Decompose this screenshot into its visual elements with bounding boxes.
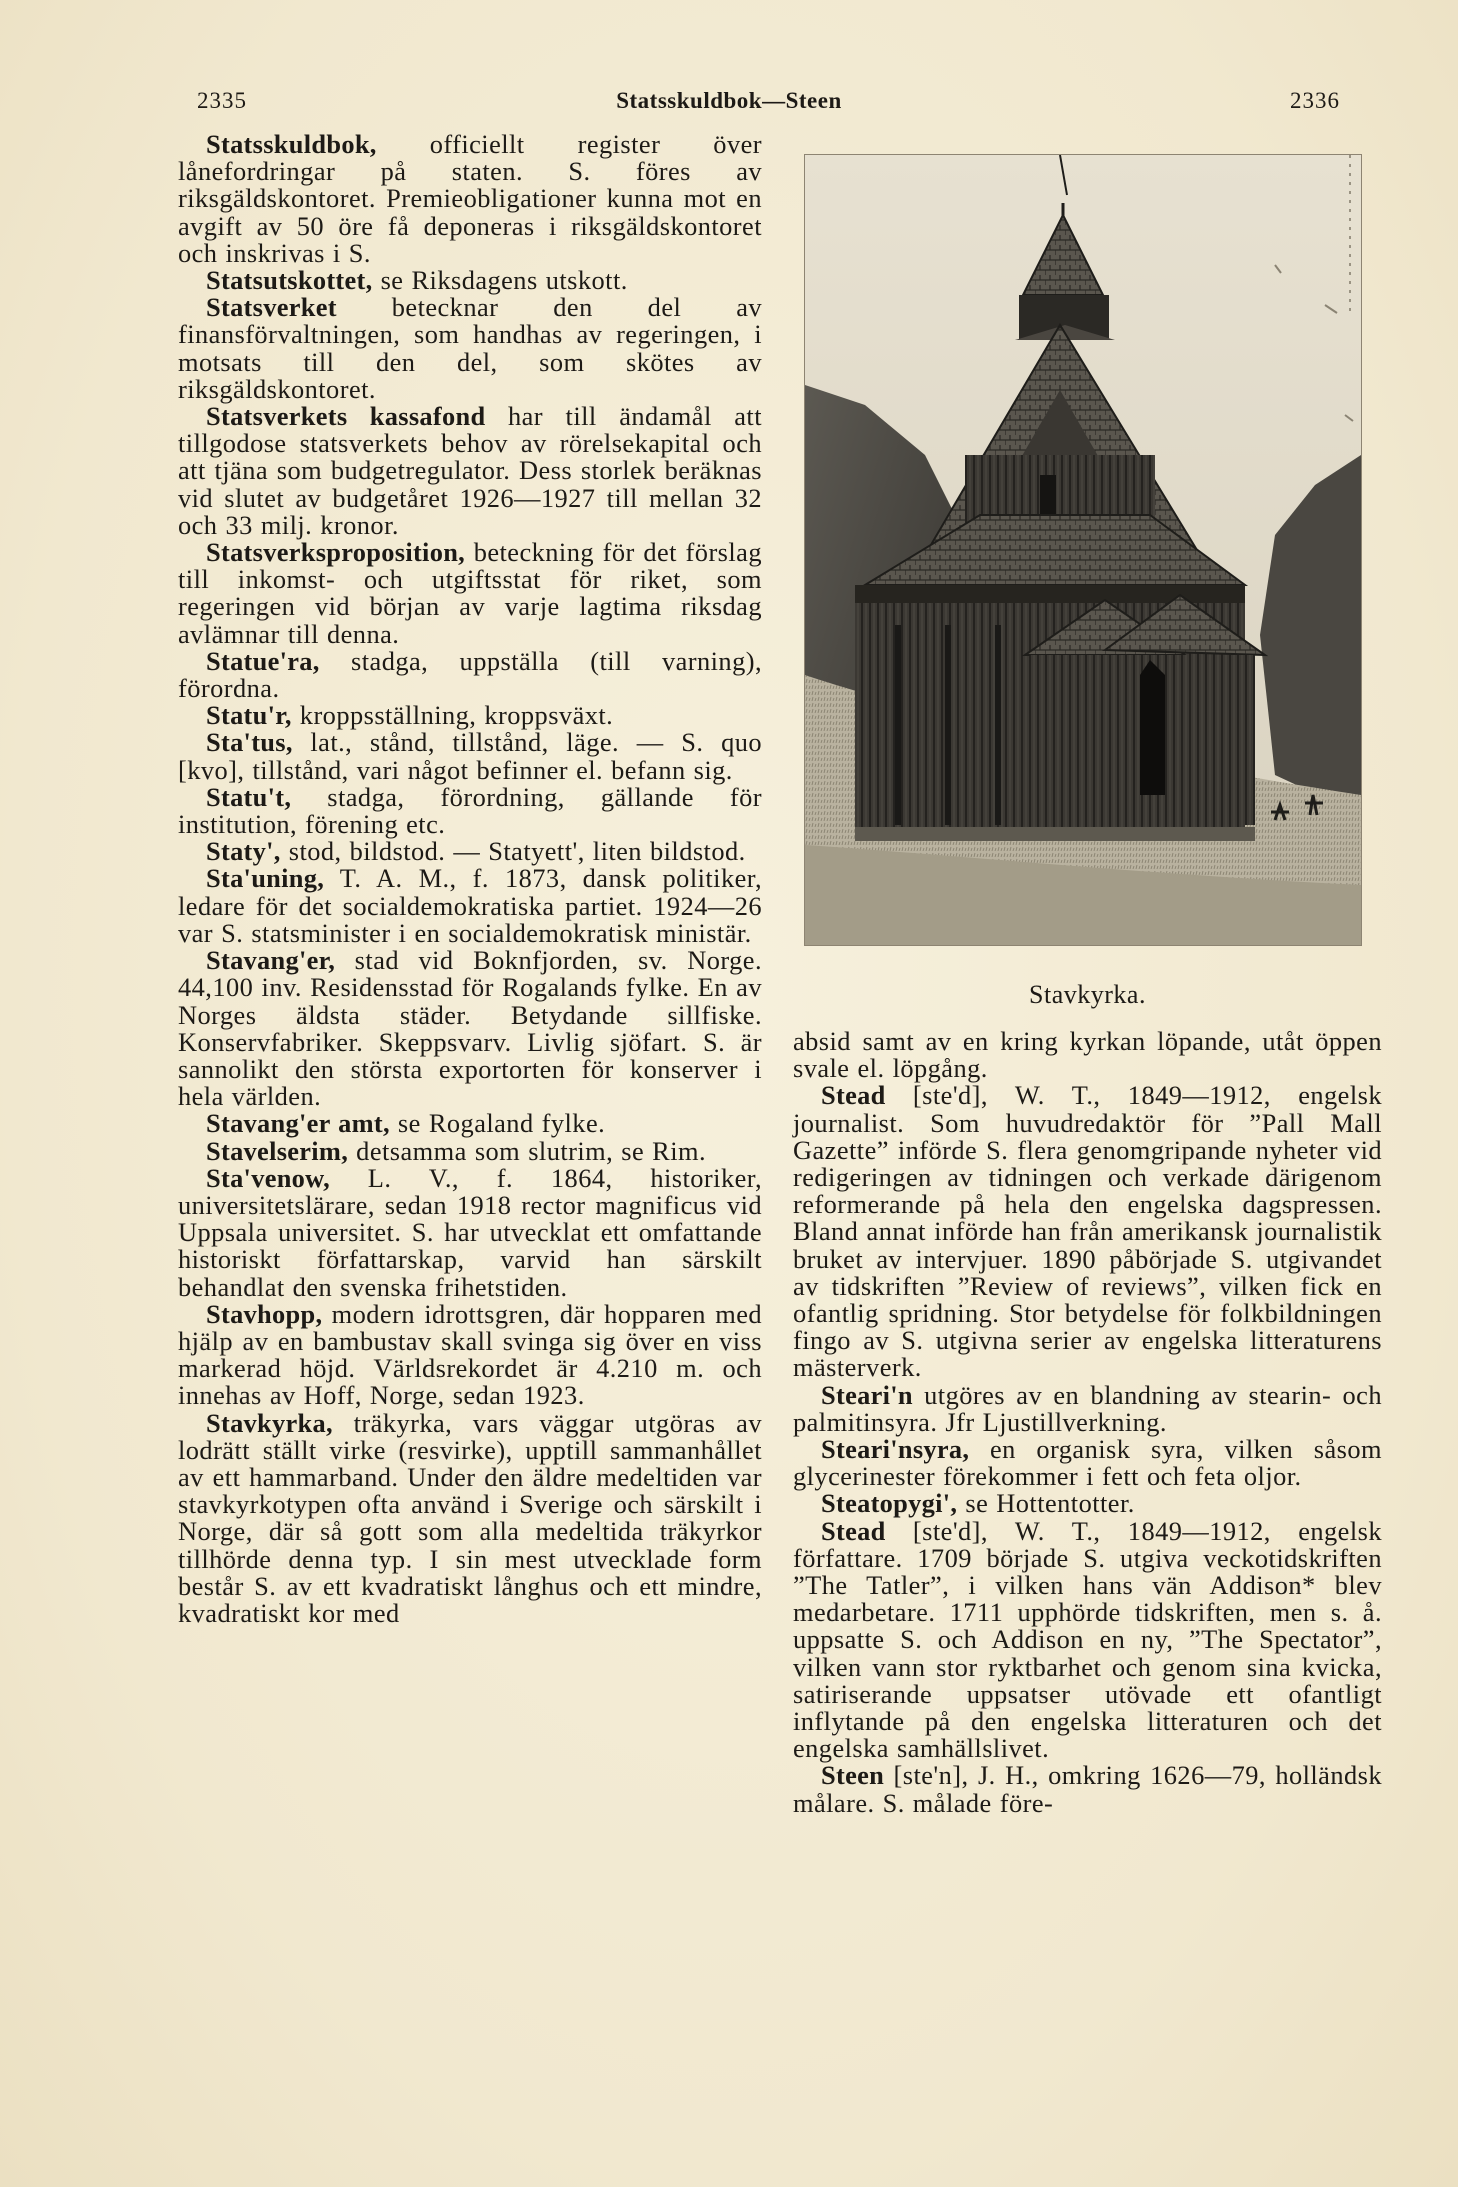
dictionary-entry xyxy=(793,1082,1382,1381)
entry-text: stod, bildstod. — Statyett', liten bildstod. xyxy=(280,836,746,867)
entry-text: har till ändamål att tillgodose statsverkets behov av rörelsekapital och att tjäna som budgetregulator. Dess storlek beräknas vid slutet av budgetåret 1926—1927 till mellan 32 och 33 milj. kronor. xyxy=(178,401,762,540)
dictionary-entry xyxy=(178,539,762,648)
entry-headword: Statu'r, xyxy=(206,700,292,731)
entry-headword: Stavhopp, xyxy=(206,1298,323,1329)
entry-text: [ste'd], W. T., 1849—1912, engelsk journalist. Som huvudredaktör för ”Pall Mall Gazette” införde S. flera genomgripande nyheter vid redigeringen av tidningen och verkade därigenom reformerande på hela den engelska dagspressen. Bland annat införde han från amerikansk journalistik bruket av intervjuer. 1890 påbörjade S. utgivandet av tidskriften ”Review of reviews”, vilken fick en ofantlig spridning. Stor betydelse för folkbildningen fingo av S. utgivna serier av engelska litteraturens mästerverk. xyxy=(793,1080,1382,1383)
entry-headword: Stavang'er amt, xyxy=(206,1108,390,1139)
entry-text: stad vid Boknfjorden, sv. Norge. 44,100 inv. Residensstad för Rogalands fylke. En av Norges äldsta städer. Betydande sillfiske. Konservfabriker. Skeppsvarv. Livlig sjöfart. S. är sannolikt den största exportorten för konserver i hela världen. xyxy=(178,945,762,1112)
left-column xyxy=(178,131,762,1627)
dictionary-entry xyxy=(178,1298,762,1411)
entry-headword: Steatopygi', xyxy=(821,1488,958,1519)
entry-text: T. A. M., f. 1873, dansk politiker, ledare för det socialdemokratiska partiet. 1924—26 var S. statsminister i en socialdemokratisk ministär. xyxy=(178,863,762,948)
left-page-number: 2335 xyxy=(197,88,247,113)
entry-headword: Staty', xyxy=(206,836,281,867)
entry-text: träkyrka, vars väggar utgöras av lodrätt ställt virke (resvirke), upptill sammanhållet av ett hammarband. Under den äldre medeltiden var stavkyrkotypen ofta använd i Sverige och särskilt i Norge, där så gott som alla medeltida träkyrkor tillhörde denna typ. I sin mest utvecklade form består S. av ett kvadratiskt långhus och ett mindre, kvadratiskt kor med xyxy=(178,1407,762,1628)
entry-headword: Sta'uning, xyxy=(206,863,325,894)
entry-text: stadga, uppställa (till varning), förordna. xyxy=(178,645,762,704)
running-header xyxy=(0,88,1458,122)
dictionary-entry xyxy=(178,781,762,840)
dictionary-entry xyxy=(178,947,762,1110)
dictionary-entry xyxy=(178,1407,762,1628)
header-title: Statsskuldbok—Steen xyxy=(616,88,842,113)
dictionary-entry xyxy=(178,267,762,294)
entry-text: se Riksdagens utskott. xyxy=(372,265,628,296)
dictionary-entry xyxy=(178,1135,762,1166)
figure-caption: Stavkyrka. xyxy=(1029,980,1146,1009)
dictionary-entry xyxy=(793,1490,1382,1517)
entry-headword: Stavelserim, xyxy=(206,1135,349,1166)
entry-text: utgöres av en blandning av stearin- och palmitinsyra. Jfr Ljustillverkning. xyxy=(793,1379,1382,1437)
entry-headword: Steen xyxy=(821,1760,885,1791)
stave-church-photo xyxy=(804,154,1362,946)
dictionary-entry xyxy=(178,865,762,947)
entry-text: modern idrottsgren, där hopparen med hjälp av en bambustav skall svinga sig över en viss markerad höjd. Världsrekordet är 4.210 m. och innehas av Hoff, Norge, sedan 1923. xyxy=(178,1298,762,1411)
entry-text: betecknar den del av finansförvaltningen, som handhas av regeringen, i motsats till den del, som skötes av riksgäldskontoret. xyxy=(178,292,762,404)
entry-headword: Statu't, xyxy=(206,781,292,812)
entry-text: lat., stånd, tillstånd, läge. — S. quo [kvo], tillstånd, vari något befinner el. befann sig. xyxy=(178,727,762,785)
entry-text: stadga, förordning, gällande för institution, förening etc. xyxy=(178,781,762,840)
entry-text: se Rogaland fylke. xyxy=(389,1108,606,1139)
entry-text: [ste'd], W. T., 1849—1912, engelsk författare. 1709 började S. utgiva veckotidskriften ”The Tatler”, i vilken hans vän Addison* blev medarbetare. 1711 upphörde tidskriften, men s. å. uppsatte S. och Addison en ny, ”The Spectator”, vilken vann stor ryktbarhet och genom sina kvicka, satiriserande uppsatser utövade ett ofantligt inflytande på den engelska litteraturen och det engelska samhällslivet. xyxy=(793,1515,1382,1764)
dictionary-entry xyxy=(793,1028,1382,1082)
entry-headword: Statsskuldbok, xyxy=(206,129,377,159)
entry-text: kroppsställning, kroppsväxt. xyxy=(291,700,614,731)
entry-headword: Steari'nsyra, xyxy=(821,1434,970,1465)
entry-headword: Steari'n xyxy=(821,1379,913,1410)
dictionary-entry xyxy=(178,403,762,539)
entry-headword: Stavang'er, xyxy=(206,945,336,976)
entry-text: beteckning för det förslag till inkomst- och utgiftsstat för riket, som regeringen vid början av varje lagtima riksdag avlämnar till denna. xyxy=(178,537,762,649)
entry-text: absid samt av en kring kyrkan löpande, utåt öppen svale el. löpgång. xyxy=(793,1026,1382,1084)
entry-headword: Stead xyxy=(821,1515,886,1546)
entry-text: detsamma som slutrim, se Rim. xyxy=(348,1135,707,1166)
entry-headword: Stavkyrka, xyxy=(206,1407,333,1438)
dictionary-entry xyxy=(178,645,762,704)
entry-headword: Sta'tus, xyxy=(206,727,293,758)
dictionary-entry xyxy=(793,1515,1382,1764)
dictionary-entry xyxy=(793,1379,1382,1437)
dictionary-entry xyxy=(178,838,762,865)
dictionary-entry xyxy=(178,294,762,403)
entry-headword: Sta'venow, xyxy=(206,1162,330,1193)
entry-headword: Statsverkets kassafond xyxy=(206,401,486,432)
entry-text: en organisk syra, vilken såsom glycerinester förekommer i fett och feta oljor. xyxy=(793,1434,1382,1492)
dictionary-entry xyxy=(178,1162,762,1302)
dictionary-entry xyxy=(793,1436,1382,1490)
entry-headword: Statsverksproposition, xyxy=(206,537,466,568)
entry-text: se Hottentotter. xyxy=(957,1488,1135,1519)
dictionary-entry xyxy=(178,1110,762,1137)
dictionary-entry xyxy=(178,702,762,729)
right-page-number: 2336 xyxy=(1290,88,1340,113)
entry-headword: Stead xyxy=(821,1080,886,1111)
entry-text: officiellt register över lånefordringar på staten. S. föres av riksgäldskontoret. Premieobligationer kunna mot en avgift av 50 öre få deponeras i riksgäldskontoret och inskrivas i S. xyxy=(178,129,762,268)
entry-text: L. V., f. 1864, historiker, universitetslärare, sedan 1918 rector magnificus vid Uppsala universitet. S. har utvecklat ett omfattande historiskt författarskap, varvid han särskilt behandlat den svenska frihetstiden. xyxy=(178,1162,762,1302)
entry-text: [ste'n], J. H., omkring 1626—79, holländsk målare. S. målade före- xyxy=(793,1760,1382,1818)
entry-headword: Statsverket xyxy=(206,292,337,323)
dictionary-entry xyxy=(793,1762,1382,1816)
dictionary-entry xyxy=(178,729,762,783)
entry-headword: Statsutskottet, xyxy=(206,265,373,296)
dictionary-entry xyxy=(178,131,762,267)
entry-headword: Statue'ra, xyxy=(206,645,320,676)
right-column xyxy=(793,1028,1382,1817)
